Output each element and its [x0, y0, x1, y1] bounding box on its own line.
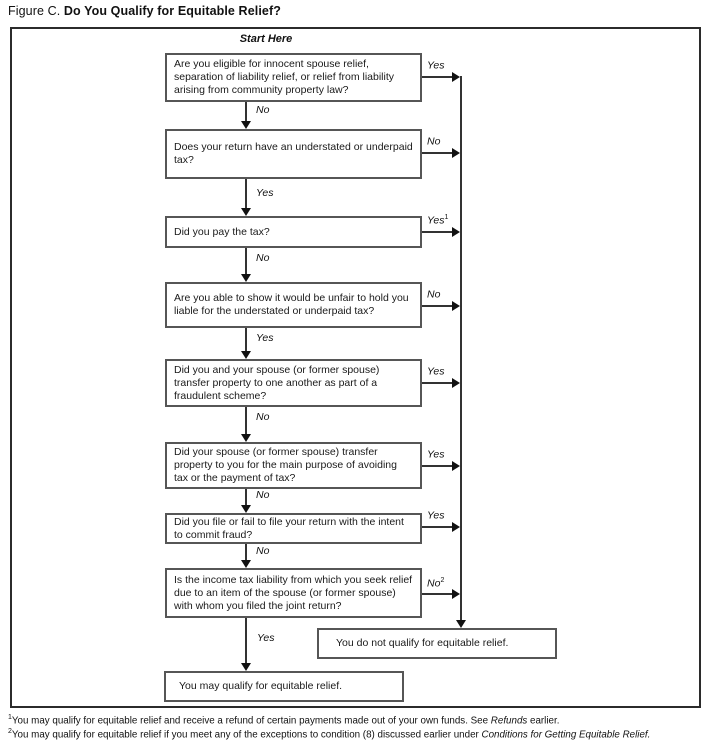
arrowhead-right-icon	[452, 227, 460, 237]
flow-rail-line	[460, 76, 462, 620]
flow-line-right-5	[422, 382, 452, 384]
flow-line-right-3	[422, 231, 452, 233]
down-branch-label-8: Yes	[257, 632, 275, 644]
flow-line-right-1	[422, 76, 452, 78]
flow-line-down-8	[245, 618, 247, 663]
question-text-4: Are you able to show it would be unfair to hold you liable for the understated or underpaid tax?	[174, 292, 409, 317]
question-box-1	[165, 53, 422, 102]
arrowhead-right-icon	[452, 589, 460, 599]
right-branch-label-4: No	[427, 288, 441, 301]
down-branch-label-2: Yes	[256, 187, 274, 199]
down-branch-label-5: No	[256, 411, 270, 423]
question-text-7: Did you file or fail to file your return with the intent to commit fraud?	[174, 515, 404, 541]
question-text-8: Is the income tax liability from which you seek relief due to an item of the spouse (or former spouse) with whom you filed the joint return?	[174, 573, 413, 612]
right-branch-label-3: Yes$^1$	[427, 214, 449, 227]
flow-line-right-6	[422, 465, 452, 467]
question-box-3	[165, 216, 422, 248]
right-branch-label-2: No	[427, 135, 441, 148]
question-text-5: Did you and your spouse (or former spouse) transfer property to one another as part of a fraudulent scheme?	[174, 363, 380, 402]
arrowhead-right-icon	[452, 148, 460, 158]
flow-line-down-1	[245, 102, 247, 121]
question-box-5	[165, 359, 422, 407]
figure-title-main: Do You Qualify for Equitable Relief?	[63, 4, 281, 18]
arrowhead-right-icon	[452, 378, 460, 388]
question-box-7	[165, 513, 422, 544]
question-box-6	[165, 442, 422, 489]
arrowhead-right-icon	[452, 461, 460, 471]
arrowhead-right-icon	[452, 301, 460, 311]
arrowhead-down-icon	[241, 505, 251, 513]
right-branch-label-6: Yes	[427, 448, 445, 461]
flow-line-right-4	[422, 305, 452, 307]
outcome-text-not-qualify: You do not qualify for equitable relief.	[336, 637, 509, 649]
down-branch-label-4: Yes	[256, 332, 274, 344]
figure-title-prefix: Figure C.	[8, 4, 64, 18]
flow-line-right-7	[422, 526, 452, 528]
flow-line-down-5	[245, 407, 247, 434]
arrowhead-down-icon	[241, 560, 251, 568]
outcome-box-not-qualify	[317, 628, 557, 659]
arrowhead-down-icon	[456, 620, 466, 628]
right-branch-label-8: No$^2$	[427, 577, 445, 590]
arrowhead-right-icon	[452, 72, 460, 82]
flow-line-down-6	[245, 489, 247, 505]
question-box-4	[165, 282, 422, 328]
flow-line-down-3	[245, 248, 247, 274]
down-branch-label-3: No	[256, 252, 270, 264]
flow-line-down-7	[245, 544, 247, 560]
outcome-box-may-qualify	[164, 671, 404, 702]
question-text-2: Does your return have an understated or underpaid tax?	[174, 141, 413, 166]
figure-title	[8, 4, 281, 18]
question-text-3: Did you pay the tax?	[174, 225, 270, 238]
arrowhead-down-icon	[241, 663, 251, 671]
flow-line-down-4	[245, 328, 247, 351]
down-branch-label-6: No	[256, 489, 270, 501]
footnote-2: $^2$You may qualify for equitable relief if you meet any of the exceptions to condition (8) discussed earlier under Conditions for Getting Equitable Relief.	[8, 728, 651, 741]
down-branch-label-1: No	[256, 104, 270, 116]
arrowhead-down-icon	[241, 351, 251, 359]
start-here-label: Start Here	[239, 33, 293, 45]
outcome-text-may-qualify: You may qualify for equitable relief.	[179, 680, 343, 692]
question-box-2	[165, 129, 422, 179]
question-text-6: Did your spouse (or former spouse) transfer property to you for the main purpose of avoiding tax or the payment of tax?	[174, 446, 397, 484]
right-branch-label-1: Yes	[427, 59, 445, 72]
arrowhead-down-icon	[241, 121, 251, 129]
arrowhead-down-icon	[241, 208, 251, 216]
right-branch-label-7: Yes	[427, 509, 445, 522]
footnote-1: $^1$You may qualify for equitable relief and receive a refund of certain payments made out of your own funds. See Refunds earlier.	[8, 714, 560, 727]
right-branch-label-5: Yes	[427, 365, 445, 378]
down-branch-label-7: No	[256, 545, 270, 557]
question-box-8	[165, 568, 422, 618]
flow-line-right-8	[422, 593, 452, 595]
arrowhead-down-icon	[241, 274, 251, 282]
question-text-1: Are you eligible for innocent spouse relief, separation of liability relief, or relief from liability arising from community property law?	[174, 58, 395, 96]
flow-line-down-2	[245, 179, 247, 208]
arrowhead-right-icon	[452, 522, 460, 532]
flow-line-right-2	[422, 152, 452, 154]
arrowhead-down-icon	[241, 434, 251, 442]
